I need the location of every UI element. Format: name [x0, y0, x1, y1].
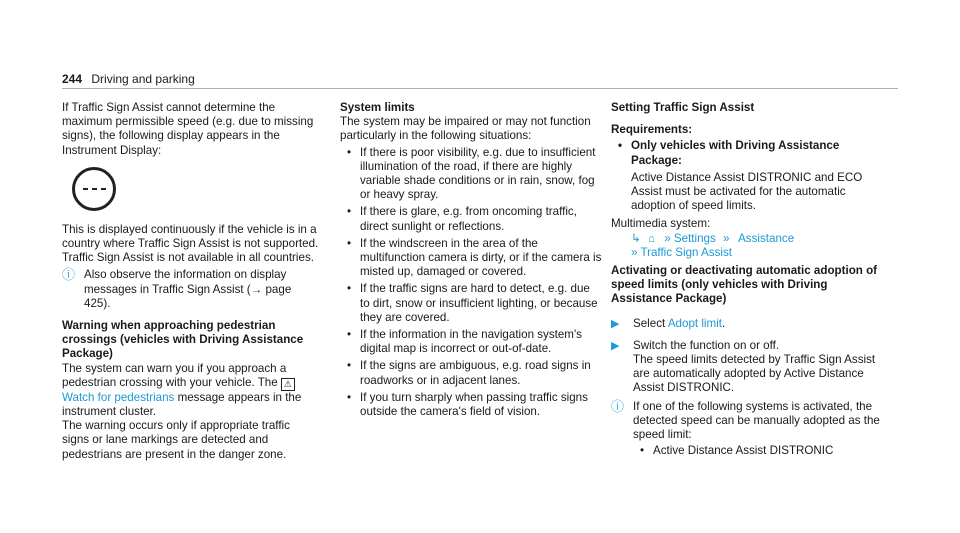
warning-text-part2: message appears in the instrument cluster. — [62, 390, 302, 419]
return-arrow-icon: ↳ — [631, 231, 641, 245]
warning-triangle-icon: ⚠ — [281, 378, 295, 391]
list-item: • If you turn sharply when passing traffic signs outside the camera's field of vision. — [340, 391, 602, 419]
list-item: • If the traffic signs are hard to detect, e.g. due to dirt, snow or insufficient lighting, or because they are covered. — [340, 282, 602, 325]
section-title: Driving and parking — [91, 72, 195, 86]
requirements-label: Requirements: — [611, 123, 693, 137]
step-select-adopt-limit — [611, 317, 891, 331]
system-limits-intro: The system may be impaired or may not function particularly in the following situations: — [340, 115, 591, 143]
list-item: • Active Distance Assist DISTRONIC — [633, 444, 891, 458]
activate-heading: Activating or deactivating automatic adoption of speed limits (only vehicles with Driving Assistance Package) — [611, 264, 878, 306]
list-item: • If there is poor visibility, e.g. due to insufficient illumination of the road, if there are highly variable shade conditions or in rain, snow, fog or heavy spray. — [340, 146, 602, 203]
info-icon: ⓘ — [62, 267, 76, 283]
warning-text-part1: The system can warn you if you approach a pedestrian crossing with your vehicle. The — [62, 361, 287, 389]
step1-suffix: . — [721, 316, 726, 330]
chevron-right-icon: » — [631, 245, 638, 259]
step-arrow-icon: ▶ — [611, 317, 620, 330]
warning-heading: Warning when approaching pedestrian crossings (vehicles with Driving Assistance Package) — [62, 319, 304, 361]
page-reference-link[interactable]: → page 425 — [84, 282, 292, 310]
requirements-list — [611, 139, 891, 167]
system-limits-heading: System limits — [340, 101, 415, 114]
list-item: • If the windscreen in the area of the multifunction camera is dirty, or if the camera is misted up, damaged or covered. — [340, 237, 602, 280]
chevron-right-icon: » — [723, 231, 730, 245]
chevron-right-icon: » — [664, 231, 671, 245]
warning-text — [62, 362, 320, 420]
column-2 — [340, 101, 602, 422]
list-item: • If the information in the navigation system's digital map is incorrect or out-of-date. — [340, 328, 602, 356]
home-icon[interactable]: ⌂ — [647, 231, 655, 245]
requirement-item: • Only vehicles with Driving Assistance Package: — [611, 139, 891, 167]
step1-prefix: Select — [633, 316, 666, 330]
path-assistance[interactable]: Assistance — [738, 231, 795, 245]
multimedia-label: Multimedia system: — [611, 217, 711, 231]
list-item: • If the signs are ambiguous, e.g. road signs in roadworks or in adjacent lanes. — [340, 359, 602, 387]
list-item: • If there is glare, e.g. from oncoming traffic, direct sunlight or reflections. — [340, 205, 602, 233]
watch-for-pedestrians-message: Watch for pedestrians — [62, 390, 175, 404]
country-support-text: This is displayed continuously if the vehicle is in a country where Traffic Sign Assist is not supported. Traffic Sign Assist is not available in all countries. — [62, 222, 319, 265]
step-arrow-icon: ▶ — [611, 339, 620, 352]
column-1 — [62, 101, 320, 462]
step2-detail: The speed limits detected by Traffic Sign Assist are automatically adopted by Active Distance Assist DISTRONIC. — [633, 353, 876, 395]
speed-unavailable-icon — [72, 167, 116, 211]
adopt-limit-link[interactable]: Adopt limit — [667, 316, 722, 330]
path-traffic-sign-assist[interactable]: Traffic Sign Assist — [640, 245, 732, 259]
note-text: If one of the following systems is activated, the detected speed can be manually adopted as the speed limit: — [633, 399, 880, 442]
path-settings[interactable]: Settings — [673, 231, 716, 245]
column-3 — [611, 101, 891, 461]
menu-path — [611, 232, 891, 260]
note-text: Also observe the information on display messages in Traffic Sign Assist ( — [84, 268, 287, 296]
setting-heading: Setting Traffic Sign Assist — [611, 101, 755, 114]
step-switch-function — [611, 339, 891, 396]
intro-text: If Traffic Sign Assist cannot determine the maximum permissible speed (e.g. due to missing signs), the following display appears in the Instrument Display: — [62, 101, 314, 157]
note-list — [633, 444, 891, 458]
requirement-text: Active Distance Assist DISTRONIC and ECO Assist must be activated for the automatic adoption of speed limits. — [631, 170, 863, 213]
step2-text: Switch the function on or off. — [633, 338, 780, 352]
warning-condition-text: The warning occurs only if appropriate traffic signs or lane markings are detected and pedestrians are present in the danger zone. — [62, 419, 290, 461]
header-divider — [62, 88, 898, 89]
info-note — [62, 268, 320, 311]
system-limits-list — [340, 146, 602, 420]
note-suffix: ). — [103, 296, 111, 310]
info-note — [611, 400, 891, 459]
page-header — [62, 72, 195, 86]
page-number: 244 — [62, 72, 83, 86]
info-icon: ⓘ — [611, 398, 625, 414]
